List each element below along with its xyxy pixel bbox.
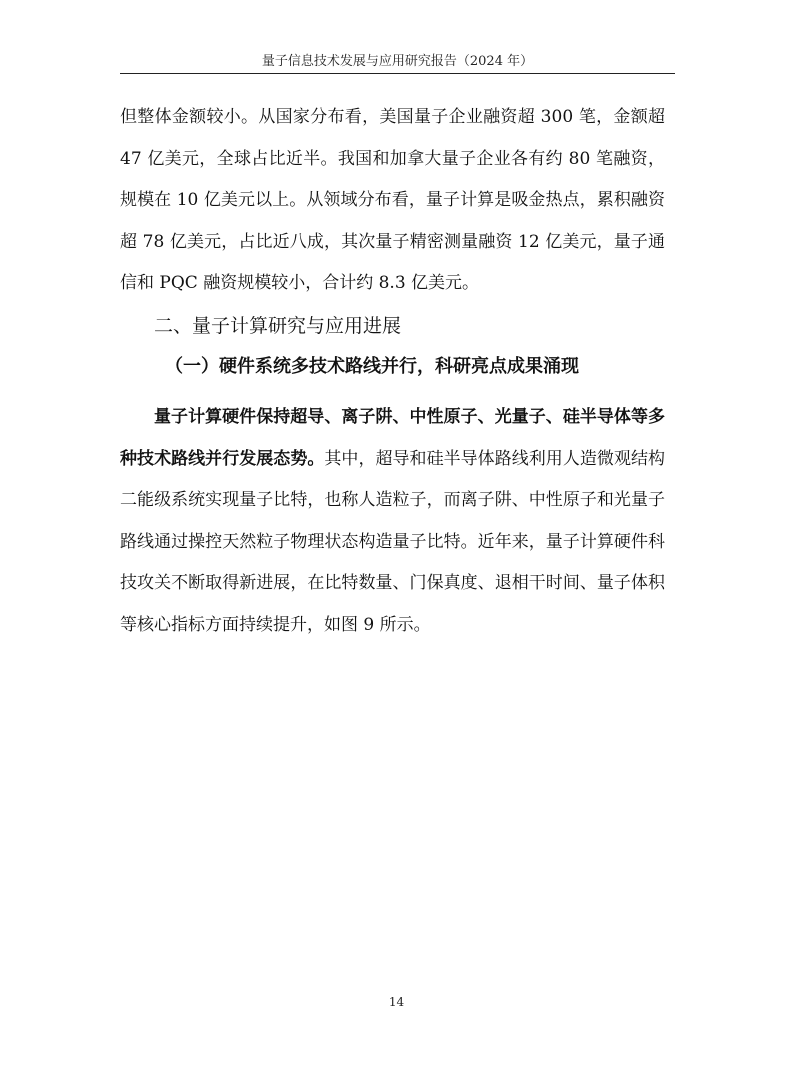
body-paragraph-funding: 但整体金额较小。从国家分布看，美国量子企业融资超 300 笔，金额超 47 亿美元，全球占比近半。我国和加拿大量子企业各有约 80 笔融资，规模在 10 亿美元以上。从领域分布看，量子计算是吸金热点，累积融资超 78 亿美元，占比近八成，其次量子精密测量融资 12 亿美元，量子通信和 PQC 融资规模较小，合计约 8.3 亿美元。: [120, 107, 665, 294]
page-number: 14: [388, 995, 405, 1009]
section-heading: 二、量子计算研究与应用进展: [154, 315, 402, 337]
running-header: 量子信息技术发展与应用研究报告（2024 年）: [120, 52, 675, 74]
paragraph-body-text: 其中，超导和硅半导体路线利用人造微观结构二能级系统实现量子比特，也称人造粒子，而离子阱、中性原子和光量子路线通过操控天然粒子物理状态构造量子比特。近年来，量子计算硬件科技攻关不断取得新进展，在比特数量、门保真度、退相干时间、量子体积等核心指标方面持续提升，如图 9 所示。: [120, 448, 666, 635]
body-paragraph-hardware: [120, 397, 665, 647]
paragraph-lead-sentence: 量子计算硬件保持超导、离子阱、中性原子、光量子、硅半导体等多种技术路线并行发展态势。: [120, 407, 665, 469]
subsection-heading: （一）硬件系统多技术路线并行，科研亮点成果涌现: [165, 356, 579, 377]
